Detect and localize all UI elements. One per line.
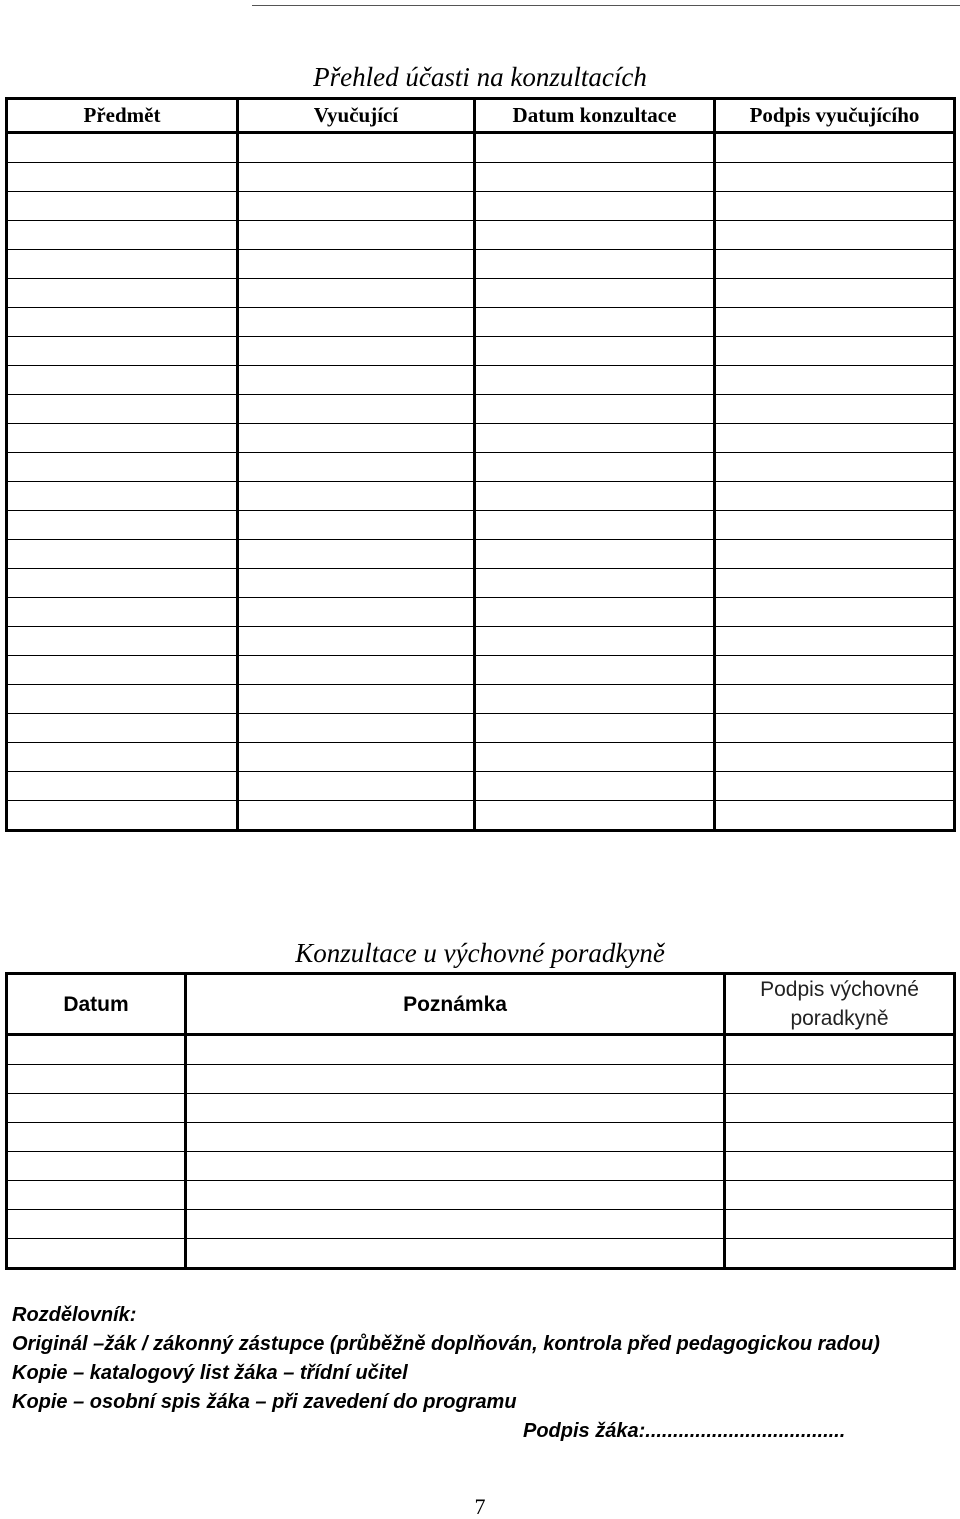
counselor-entry-cell[interactable]: [186, 1123, 725, 1152]
attendance-entry-cell[interactable]: [238, 279, 475, 308]
counselor-entry-cell[interactable]: [186, 1065, 725, 1094]
header-consultation-date: Datum konzultace: [475, 99, 715, 133]
attendance-entry-cell[interactable]: [238, 627, 475, 656]
counselor-entry-row: [7, 1035, 955, 1065]
attendance-entry-cell[interactable]: [715, 656, 955, 685]
attendance-entry-cell[interactable]: [7, 714, 238, 743]
attendance-entry-cell[interactable]: [715, 366, 955, 395]
attendance-entry-cell[interactable]: [475, 801, 715, 831]
attendance-entry-cell[interactable]: [7, 627, 238, 656]
attendance-entry-cell[interactable]: [715, 801, 955, 831]
attendance-entry-cell[interactable]: [475, 163, 715, 192]
counselor-entry-cell[interactable]: [7, 1210, 186, 1239]
attendance-entry-cell[interactable]: [475, 743, 715, 772]
attendance-entry-row: [7, 743, 955, 772]
attendance-entry-row: [7, 482, 955, 511]
distribution-line-original: Originál –žák / zákonný zástupce (průběžně doplňován, kontrola před pedagogickou radou): [12, 1333, 880, 1355]
attendance-entry-cell[interactable]: [715, 540, 955, 569]
attendance-entry-cell[interactable]: [475, 772, 715, 801]
attendance-entry-cell[interactable]: [7, 395, 238, 424]
attendance-entry-cell[interactable]: [715, 511, 955, 540]
header-teacher-signature: Podpis vyučujícího: [715, 99, 955, 133]
attendance-entry-cell[interactable]: [7, 772, 238, 801]
attendance-entry-cell[interactable]: [7, 453, 238, 482]
header-counselor-signature: Podpis výchovné poradkyně: [725, 974, 955, 1035]
attendance-entry-cell[interactable]: [238, 714, 475, 743]
attendance-entry-cell[interactable]: [238, 482, 475, 511]
attendance-entry-cell[interactable]: [238, 772, 475, 801]
counselor-entry-row: [7, 1210, 955, 1239]
attendance-entry-row: [7, 598, 955, 627]
counselor-entry-row: [7, 1152, 955, 1181]
counselor-entry-cell[interactable]: [725, 1094, 955, 1123]
counselor-entry-cell[interactable]: [186, 1239, 725, 1269]
counselor-entry-row: [7, 1239, 955, 1269]
attendance-entry-cell[interactable]: [238, 598, 475, 627]
attendance-entry-cell[interactable]: [7, 743, 238, 772]
attendance-entry-cell[interactable]: [7, 250, 238, 279]
counselor-entry-cell[interactable]: [725, 1065, 955, 1094]
attendance-entry-cell[interactable]: [7, 598, 238, 627]
counselor-table: [5, 972, 956, 1270]
header-teacher: Vyučující: [238, 99, 475, 133]
attendance-entry-cell[interactable]: [475, 192, 715, 221]
attendance-entry-cell[interactable]: [475, 366, 715, 395]
attendance-entry-row: [7, 221, 955, 250]
counselor-entry-cell[interactable]: [7, 1152, 186, 1181]
attendance-entry-cell[interactable]: [715, 133, 955, 163]
attendance-entry-cell[interactable]: [238, 424, 475, 453]
attendance-entry-cell[interactable]: [7, 366, 238, 395]
counselor-entry-cell[interactable]: [725, 1239, 955, 1269]
attendance-entry-cell[interactable]: [238, 656, 475, 685]
attendance-entry-cell[interactable]: [475, 482, 715, 511]
attendance-entry-cell[interactable]: [715, 279, 955, 308]
attendance-entry-row: [7, 511, 955, 540]
attendance-entry-cell[interactable]: [475, 337, 715, 366]
counselor-entry-cell[interactable]: [186, 1210, 725, 1239]
attendance-entry-cell[interactable]: [475, 308, 715, 337]
attendance-entry-cell[interactable]: [475, 133, 715, 163]
attendance-entry-cell[interactable]: [715, 685, 955, 714]
attendance-entry-cell[interactable]: [7, 133, 238, 163]
counselor-entry-row: [7, 1181, 955, 1210]
attendance-entry-cell[interactable]: [238, 163, 475, 192]
attendance-entry-cell[interactable]: [7, 656, 238, 685]
counselor-entry-cell[interactable]: [7, 1181, 186, 1210]
attendance-entry-cell[interactable]: [238, 192, 475, 221]
attendance-entry-cell[interactable]: [238, 221, 475, 250]
attendance-entry-row: [7, 540, 955, 569]
counselor-entry-cell[interactable]: [7, 1094, 186, 1123]
attendance-entry-cell[interactable]: [7, 569, 238, 598]
attendance-entry-row: [7, 772, 955, 801]
attendance-entry-cell[interactable]: [475, 221, 715, 250]
counselor-title: Konzultace u výchovné poradkyně: [295, 938, 665, 968]
counselor-entry-cell[interactable]: [7, 1239, 186, 1269]
distribution-heading: Rozdělovník:: [12, 1304, 137, 1326]
attendance-entry-cell[interactable]: [238, 133, 475, 163]
counselor-entry-cell[interactable]: [186, 1181, 725, 1210]
attendance-entry-cell[interactable]: [715, 163, 955, 192]
counselor-entry-cell[interactable]: [725, 1123, 955, 1152]
distribution-line-copy-catalog: Kopie – katalogový list žáka – třídní učitel: [12, 1362, 408, 1384]
attendance-entry-cell[interactable]: [7, 337, 238, 366]
attendance-entry-cell[interactable]: [7, 685, 238, 714]
attendance-entry-cell[interactable]: [475, 627, 715, 656]
attendance-entry-row: [7, 801, 955, 831]
counselor-entry-cell[interactable]: [725, 1181, 955, 1210]
counselor-header-row: [7, 974, 955, 1035]
attendance-entry-cell[interactable]: [7, 192, 238, 221]
attendance-entry-cell[interactable]: [475, 685, 715, 714]
counselor-entry-cell[interactable]: [186, 1094, 725, 1123]
attendance-table: [5, 97, 956, 832]
attendance-entry-cell[interactable]: [475, 453, 715, 482]
attendance-entry-cell[interactable]: [475, 424, 715, 453]
top-rule: [252, 5, 960, 6]
attendance-entry-cell[interactable]: [7, 279, 238, 308]
counselor-entry-cell[interactable]: [7, 1123, 186, 1152]
attendance-entry-cell[interactable]: [238, 366, 475, 395]
attendance-entry-cell[interactable]: [7, 540, 238, 569]
attendance-entry-cell[interactable]: [475, 714, 715, 743]
attendance-entry-cell[interactable]: [475, 656, 715, 685]
attendance-entry-cell[interactable]: [715, 772, 955, 801]
attendance-entry-cell[interactable]: [715, 250, 955, 279]
attendance-entry-row: [7, 279, 955, 308]
attendance-entry-row: [7, 133, 955, 163]
distribution-line-copy-file: Kopie – osobní spis žáka – při zavedení do programu: [12, 1391, 517, 1413]
header-subject: Předmět: [7, 99, 238, 133]
attendance-entry-cell[interactable]: [715, 308, 955, 337]
attendance-entry-row: [7, 569, 955, 598]
header-note: Poznámka: [186, 974, 725, 1035]
attendance-entry-cell[interactable]: [715, 482, 955, 511]
counselor-entry-cell[interactable]: [725, 1035, 955, 1065]
attendance-entry-cell[interactable]: [715, 221, 955, 250]
attendance-entry-row: [7, 250, 955, 279]
attendance-entry-row: [7, 714, 955, 743]
attendance-entry-cell[interactable]: [475, 569, 715, 598]
header-date: Datum: [7, 974, 186, 1035]
attendance-entry-cell[interactable]: [7, 424, 238, 453]
attendance-entry-cell[interactable]: [715, 714, 955, 743]
attendance-entry-row: [7, 163, 955, 192]
attendance-entry-cell[interactable]: [238, 337, 475, 366]
attendance-title: Přehled účasti na konzultacích: [313, 62, 647, 92]
attendance-entry-cell[interactable]: [7, 163, 238, 192]
attendance-entry-cell[interactable]: [238, 308, 475, 337]
attendance-entry-row: [7, 308, 955, 337]
counselor-entry-cell[interactable]: [725, 1210, 955, 1239]
attendance-entry-cell[interactable]: [238, 569, 475, 598]
attendance-entry-cell[interactable]: [715, 337, 955, 366]
counselor-entry-cell[interactable]: [725, 1152, 955, 1181]
attendance-entry-cell[interactable]: [715, 424, 955, 453]
attendance-entry-row: [7, 424, 955, 453]
distribution-section: [12, 1301, 952, 1446]
attendance-entry-cell[interactable]: [238, 540, 475, 569]
attendance-entry-cell[interactable]: [238, 250, 475, 279]
counselor-entry-row: [7, 1094, 955, 1123]
attendance-entry-row: [7, 685, 955, 714]
attendance-entry-cell[interactable]: [715, 743, 955, 772]
attendance-entry-cell[interactable]: [715, 395, 955, 424]
attendance-entry-cell[interactable]: [238, 685, 475, 714]
attendance-entry-cell[interactable]: [7, 801, 238, 831]
attendance-entry-cell[interactable]: [715, 569, 955, 598]
student-signature-line: Podpis žáka:....................................: [523, 1420, 846, 1442]
attendance-entry-cell[interactable]: [7, 511, 238, 540]
attendance-entry-cell[interactable]: [7, 221, 238, 250]
attendance-entry-cell[interactable]: [475, 250, 715, 279]
attendance-entry-cell[interactable]: [238, 801, 475, 831]
attendance-entry-cell[interactable]: [475, 540, 715, 569]
page-number: 7: [474, 1494, 486, 1519]
counselor-entry-row: [7, 1065, 955, 1094]
attendance-entry-row: [7, 453, 955, 482]
counselor-entry-row: [7, 1123, 955, 1152]
attendance-entry-cell[interactable]: [238, 395, 475, 424]
attendance-entry-cell[interactable]: [7, 308, 238, 337]
counselor-entry-cell[interactable]: [7, 1065, 186, 1094]
attendance-entry-cell[interactable]: [715, 453, 955, 482]
counselor-entry-cell[interactable]: [186, 1152, 725, 1181]
attendance-entry-row: [7, 656, 955, 685]
attendance-entry-cell[interactable]: [475, 279, 715, 308]
attendance-entry-row: [7, 192, 955, 221]
attendance-entry-cell[interactable]: [475, 395, 715, 424]
attendance-entry-cell[interactable]: [715, 627, 955, 656]
attendance-entry-cell[interactable]: [715, 192, 955, 221]
attendance-entry-row: [7, 337, 955, 366]
attendance-entry-cell[interactable]: [715, 598, 955, 627]
attendance-entry-row: [7, 395, 955, 424]
counselor-entry-cell[interactable]: [186, 1035, 725, 1065]
attendance-entry-cell[interactable]: [475, 598, 715, 627]
attendance-entry-row: [7, 627, 955, 656]
counselor-entry-cell[interactable]: [7, 1035, 186, 1065]
attendance-entry-cell[interactable]: [475, 511, 715, 540]
attendance-entry-cell[interactable]: [238, 743, 475, 772]
attendance-entry-row: [7, 366, 955, 395]
attendance-header-row: [7, 99, 955, 133]
attendance-entry-cell[interactable]: [7, 482, 238, 511]
attendance-entry-cell[interactable]: [238, 453, 475, 482]
attendance-entry-cell[interactable]: [238, 511, 475, 540]
